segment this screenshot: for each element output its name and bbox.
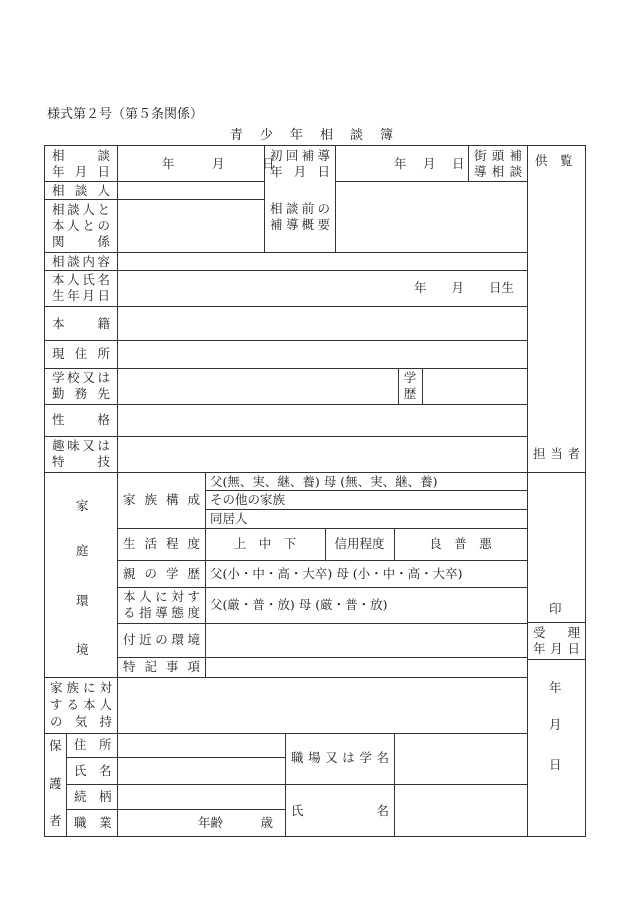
relation-label: 本人との — [52, 218, 110, 233]
consult-content-label: 相談内容 — [52, 254, 110, 269]
education-label: 歴 — [403, 386, 417, 401]
family-feeling-label: する本人 — [50, 697, 112, 712]
form-title: 青少年相談簿 — [230, 128, 411, 143]
column-line — [527, 145, 528, 837]
staff-label: 担当者 — [533, 446, 580, 461]
first-guidance-date: 年 月 日 — [394, 156, 465, 171]
guardian-char: 者 — [49, 813, 62, 828]
family-feeling-label: 家族に対 — [50, 680, 112, 695]
other-family-label: その他の家族 — [210, 492, 286, 507]
living-standard-value: 上 中 下 — [233, 536, 297, 551]
hobby-label: 趣味又は — [52, 438, 110, 453]
school-label: 学校又は — [52, 370, 110, 385]
row-line — [44, 836, 586, 837]
hobby-label: 特 技 — [52, 454, 110, 469]
receipt-date-label: 年月日 — [533, 641, 580, 656]
row-line — [117, 657, 527, 658]
row-line — [44, 145, 586, 146]
family-env-char: 庭 — [76, 543, 89, 558]
receipt-date-label: 受 理 — [533, 625, 580, 640]
street-guidance-label: 街頭補 — [474, 148, 522, 163]
character-label: 性 格 — [52, 412, 110, 427]
column-line — [117, 677, 118, 733]
special-notes-label: 特記事項 — [123, 659, 200, 674]
vicinity-label: 付近の環境 — [123, 632, 200, 647]
credit-label: 信用程度 — [334, 536, 385, 551]
guardian-age-label: 年齢 歳 — [198, 815, 274, 830]
credit-value: 良 普 悪 — [429, 536, 492, 551]
name-label: 氏 名 — [291, 803, 389, 818]
person-name-label: 本人氏名 — [52, 272, 110, 287]
guardian-address-label: 住 所 — [74, 737, 112, 752]
column-line — [205, 472, 206, 623]
column-line — [398, 368, 399, 404]
street-guidance-label: 導相談 — [474, 164, 522, 179]
education-label: 学 — [403, 370, 417, 385]
column-line — [205, 623, 206, 678]
row-line — [66, 809, 285, 810]
row-line — [117, 528, 527, 529]
row-line — [44, 181, 264, 182]
family-env-char: 家 — [76, 498, 89, 513]
parents-education-value: 父(小・中・高・大卒) 母 (小・中・高・大卒) — [210, 566, 463, 581]
column-line — [325, 528, 326, 560]
cohabitant-label: 同居人 — [210, 511, 248, 526]
row-line — [335, 181, 527, 182]
prior-guidance-label: 補導概要 — [270, 217, 330, 232]
family-env-char: 境 — [76, 642, 89, 657]
domicile-label: 本 籍 — [52, 316, 110, 331]
column-line — [468, 145, 469, 181]
column-line — [117, 145, 118, 472]
receipt-day: 日 — [549, 757, 562, 772]
guardian-name-label: 氏 名 — [74, 763, 112, 778]
row-line — [117, 587, 527, 588]
column-line — [66, 733, 67, 837]
attitude-label: る指導態度 — [123, 605, 200, 620]
row-line — [66, 757, 285, 758]
consult-date-value: 年 月 日 — [162, 156, 275, 171]
column-line — [394, 528, 395, 560]
attitude-value: 父(厳・普・放) 母 (厳・普・放) — [210, 597, 388, 612]
consultant-label: 相談人 — [52, 183, 110, 198]
table-border-right — [585, 145, 586, 837]
column-line — [422, 368, 423, 404]
inspection-label: 供 覧 — [535, 153, 573, 168]
form-number: 様式第２号（第５条関係） — [47, 107, 204, 122]
seal-label: 印 — [549, 601, 562, 616]
guardian-char: 保 — [49, 738, 62, 753]
column-line — [335, 145, 336, 253]
address-label: 現住所 — [52, 346, 110, 361]
row-line — [527, 659, 586, 660]
row-line — [44, 199, 264, 200]
row-line — [66, 784, 527, 785]
column-line — [117, 733, 118, 837]
column-line — [285, 733, 286, 837]
row-line — [117, 623, 527, 624]
consult-date-label: 年月日 — [52, 164, 110, 179]
receipt-month: 月 — [549, 717, 562, 732]
school-label: 勤務先 — [52, 386, 110, 401]
first-guidance-label: 年月日 — [270, 164, 330, 179]
guardian-char: 護 — [49, 776, 62, 791]
column-line — [394, 733, 395, 837]
row-line — [44, 472, 586, 473]
relation-label: 相談人と — [52, 202, 110, 217]
row-line — [205, 509, 527, 510]
person-name-label: 生年月日 — [52, 288, 110, 303]
family-structure-value: 父(無、実、継、養) 母 (無、実、継、養) — [210, 474, 438, 489]
column-line — [117, 472, 118, 677]
relation-label: 関 係 — [52, 234, 110, 249]
guardian-relation-label: 続 柄 — [74, 789, 112, 804]
workplace-label: 職場又は学名 — [291, 750, 389, 765]
prior-guidance-label: 相談前の — [270, 201, 330, 216]
consult-date-label: 相談 — [52, 148, 110, 163]
birth-date-value: 年 月 日生 — [414, 280, 515, 295]
family-env-char: 環 — [76, 593, 89, 608]
attitude-label: 本人に対す — [123, 589, 200, 604]
parents-education-label: 親の学歴 — [123, 566, 200, 581]
row-line — [117, 560, 527, 561]
guardian-job-label: 職 業 — [74, 815, 112, 830]
family-structure-label: 家族構成 — [123, 492, 200, 507]
row-line — [527, 622, 586, 623]
family-feeling-label: の気持 — [50, 714, 112, 729]
living-standard-label: 生活程度 — [123, 536, 200, 551]
first-guidance-label: 初回補導 — [270, 148, 330, 163]
row-line — [205, 490, 527, 491]
receipt-year: 年 — [549, 680, 562, 695]
